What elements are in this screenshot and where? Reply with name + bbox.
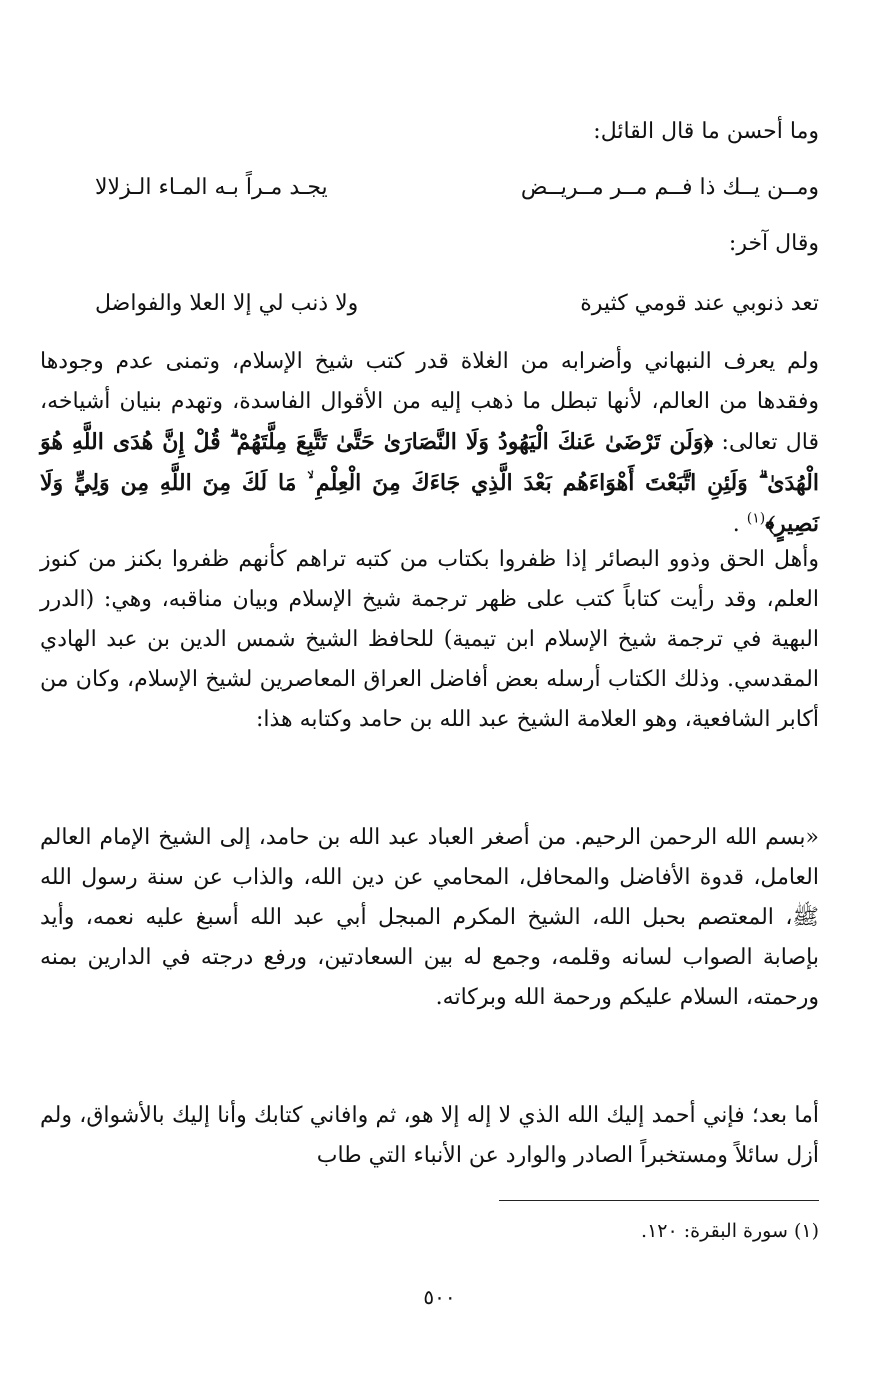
intro-line: وما أحسن ما قال القائل: <box>593 119 819 144</box>
verse-2-second-hemistich: ولا ذنب لي إلا العلا والفواضل <box>95 291 359 316</box>
verse-1 <box>95 168 819 208</box>
footnote: (١) سورة البقرة: ١٢٠. <box>641 1220 819 1242</box>
paragraph-2: وأهل الحق وذوو البصائر إذا ظفروا بكتاب من كتبه تراهم كأنهم ظفروا بكنز من كنوز العلم، وقد رأيت كتاباً كتب على ظهر ترجمة شيخ الإسلام وبيان مناقبه، وهي: (الدرر البهية في ترجمة شيخ الإسلام ابن تيمية) للحافظ الشيخ شمس الدين بن عبد الهادي المقدسي. وذلك الكتاب أرسله بعض أفاضل العراق المعاصرين لشيخ الإسلام، وكان من أكابر الشافعية، وهو العلامة الشيخ عبد الله بن حامد وكتابه هذا: <box>40 547 819 732</box>
paragraph-1-text: ولم يعرف النبهاني وأضرابه من الغلاة قدر كتب شيخ الإسلام، وتمنى عدم وجودها وفقدها من العالم، لأنها تبطل ما ذهب إليه من الأقوال الفاسدة، وتهدم بنيان أشياخه، قال تعالى: <box>40 349 819 455</box>
page-number: ٥٠٠ <box>423 1285 456 1309</box>
paragraph-1-end: . <box>732 512 740 537</box>
intro-line-2: وقال آخر: <box>728 231 819 256</box>
verse-2 <box>95 284 819 324</box>
verse-1-second-hemistich: يجـد مـراً بـه المـاء الـزلالا <box>95 175 328 200</box>
paragraph-1 <box>40 342 819 545</box>
paragraph-4: أما بعد؛ فإني أحمد إليك الله الذي لا إله إلا هو، ثم وافاني كتابك وأنا إليك بالأشواق، ولم أزل سائلاً ومستخبراً الصادر والوارد عن الأنباء التي طاب <box>40 1103 819 1168</box>
paragraph-3: «بسم الله الرحمن الرحيم. من أصغر العباد عبد الله بن حامد، إلى الشيخ الإمام العالم العامل، قدوة الأفاضل والمحافل، المحامي عن دين الله، والذاب عن سنة رسول الله ﷺ، المعتصم بحبل الله، الشيخ المكرم المبجل أبي عبد الله أسبغ عليه نعمه، وأيد بإصابة الصواب لسانه وقلمه، وجمع له بين السعادتين، ورفع درجته في الدارين بمنه ورحمته، السلام عليكم ورحمة الله وبركاته. <box>40 825 819 1010</box>
quran-quote: ﴿وَلَن تَرْضَىٰ عَنكَ الْيَهُودُ وَلَا النَّصَارَىٰ حَتَّىٰ تَتَّبِعَ مِلَّتَهُمْ ۗ قُلْ إِنَّ هُدَى اللَّهِ هُوَ الْهُدَىٰ ۗ وَلَئِنِ اتَّبَعْتَ أَهْوَاءَهُم بَعْدَ الَّذِي جَاءَكَ مِنَ الْعِلْمِ ۙ مَا لَكَ مِنَ اللَّهِ مِن وَلِيٍّ وَلَا نَصِيرٍ﴾ <box>40 429 819 537</box>
footnote-reference: (١) <box>746 510 766 527</box>
footnote-divider <box>499 1200 819 1201</box>
verse-1-first-hemistich: ومــن يــك ذا فــم مــر مــريــض <box>520 175 819 200</box>
verse-2-first-hemistich: تعد ذنوبي عند قومي كثيرة <box>580 291 819 316</box>
